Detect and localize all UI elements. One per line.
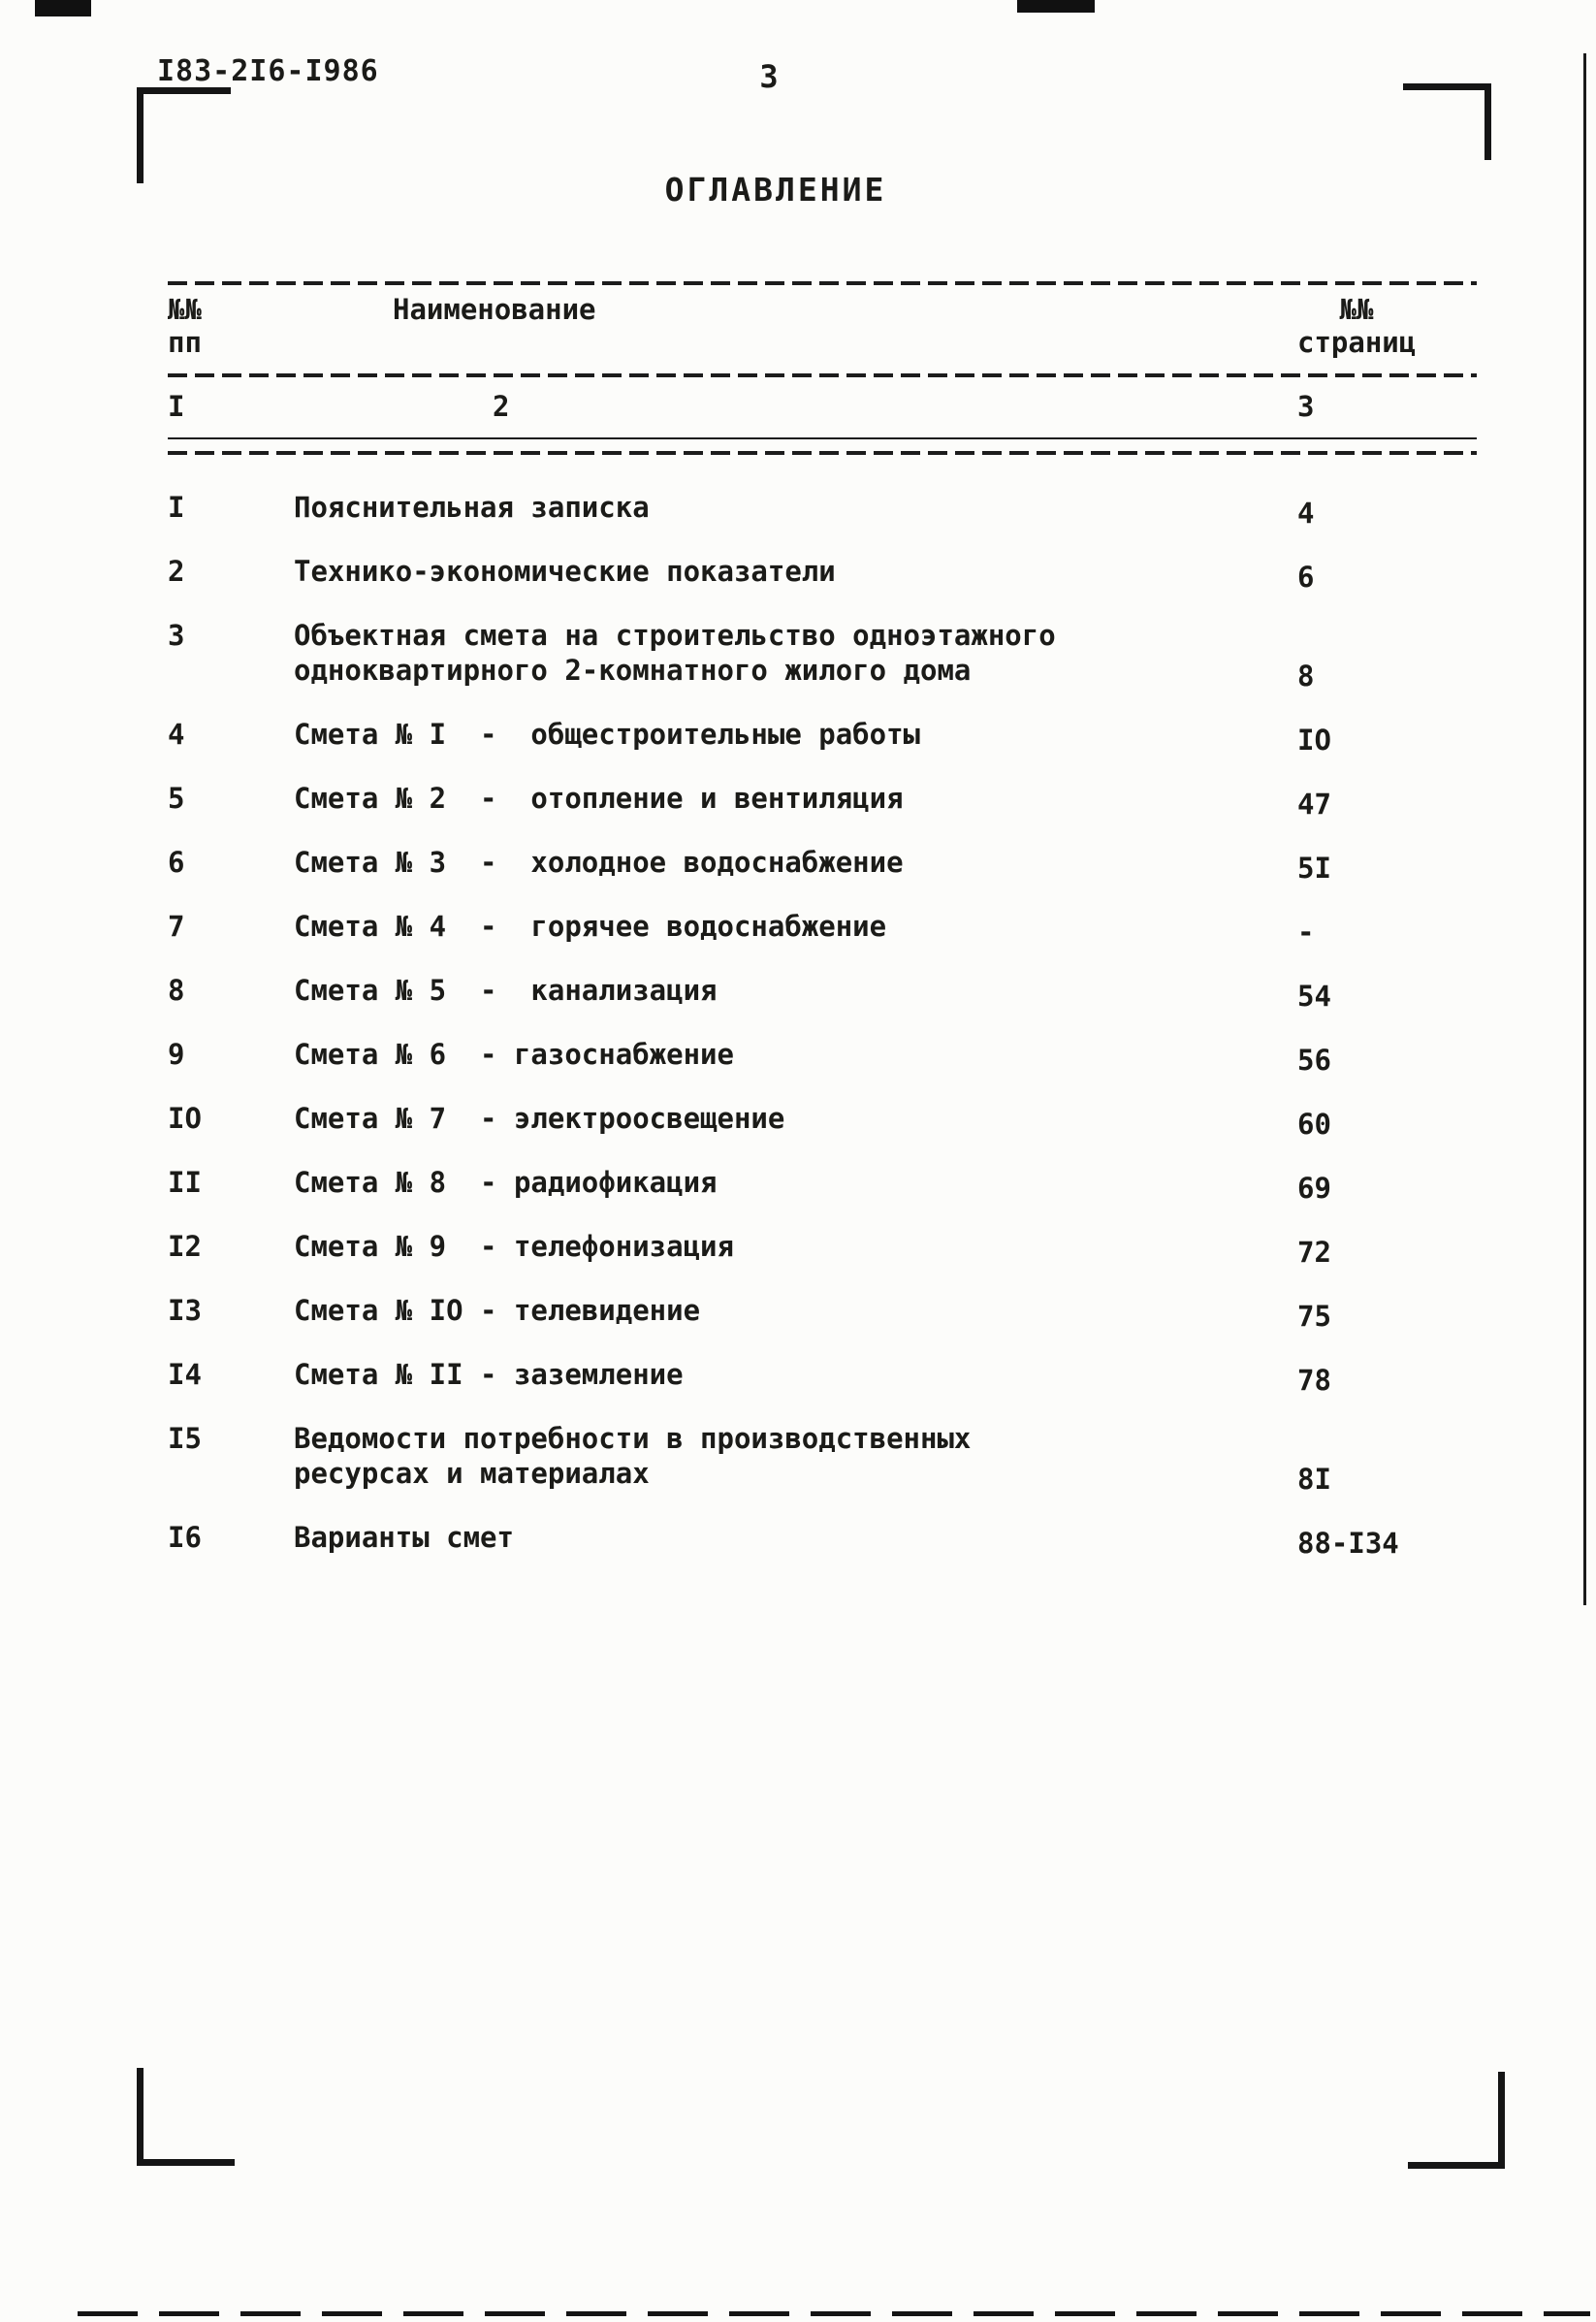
row-title: Технико-экономические показатели — [294, 555, 836, 588]
crop-mark-bottom-left — [137, 2068, 235, 2166]
row-page: 60 — [1297, 1108, 1331, 1141]
column-index-2: 2 — [493, 390, 510, 423]
column-index-row — [168, 377, 1477, 437]
row-number: 8 — [168, 974, 185, 1007]
row-title: Смета № 3 - холодное водоснабжение — [294, 846, 904, 879]
row-page: 8 — [1297, 660, 1315, 693]
row-title: Смета № 7 - электроосвещение — [294, 1102, 785, 1135]
scan-artifact-bar — [35, 0, 91, 16]
toc-rows — [168, 455, 1477, 1584]
toc-row — [168, 1037, 1477, 1101]
toc-table — [168, 281, 1477, 1584]
page-title: ОГЛАВЛЕНИЕ — [664, 171, 887, 209]
toc-row — [168, 1357, 1477, 1421]
row-number: 4 — [168, 718, 185, 751]
row-page: 6 — [1297, 561, 1315, 594]
scan-artifact-bar — [1017, 0, 1095, 13]
row-title: Смета № IO - телевидение — [294, 1294, 701, 1327]
scan-edge-dashed-line — [78, 2311, 1590, 2316]
row-page: 47 — [1297, 788, 1331, 821]
row-title: Варианты смет — [294, 1521, 514, 1554]
toc-row — [168, 1101, 1477, 1165]
row-page: 5I — [1297, 852, 1331, 885]
row-number: I6 — [168, 1521, 202, 1554]
row-number: I3 — [168, 1294, 202, 1327]
row-title: Пояснительная записка — [294, 491, 650, 524]
row-number: II — [168, 1166, 202, 1199]
row-number: 5 — [168, 782, 185, 815]
row-page: 4 — [1297, 497, 1315, 530]
toc-row — [168, 490, 1477, 554]
table-header-row — [168, 285, 1477, 373]
row-title: Смета № 9 - телефонизация — [294, 1230, 734, 1263]
col-header-name: Наименование — [393, 293, 596, 326]
row-number: 9 — [168, 1038, 185, 1071]
col-header-pages: №№ страниц — [1297, 293, 1417, 359]
row-title: Смета № II - заземление — [294, 1358, 684, 1391]
crop-mark-top-left — [137, 87, 231, 183]
row-number: 3 — [168, 619, 185, 652]
row-title: Смета № 4 - горячее водоснабжение — [294, 910, 887, 943]
toc-row — [168, 973, 1477, 1037]
page-number: 3 — [759, 58, 779, 95]
row-page: 75 — [1297, 1300, 1331, 1333]
column-index-3: 3 — [1297, 390, 1315, 423]
toc-row — [168, 781, 1477, 845]
toc-row — [168, 1293, 1477, 1357]
row-title: Ведомости потребности в производственных ресурсах и материалах — [294, 1422, 988, 1490]
row-number: I4 — [168, 1358, 202, 1391]
row-title: Смета № 2 - отопление и вентиляция — [294, 782, 904, 815]
row-title: Объектная смета на строительство одноэтажного одноквартирного 2-комнатного жилого дома — [294, 619, 1073, 687]
row-page: 8I — [1297, 1463, 1331, 1496]
toc-row — [168, 1520, 1477, 1584]
toc-row — [168, 909, 1477, 973]
crop-mark-bottom-right — [1408, 2072, 1505, 2169]
row-page: 54 — [1297, 980, 1331, 1013]
row-page: 69 — [1297, 1172, 1331, 1205]
row-page: - — [1297, 916, 1315, 949]
row-number: I5 — [168, 1422, 202, 1455]
row-title: Смета № I - общестроительные работы — [294, 718, 921, 751]
separator-gap — [168, 439, 1477, 451]
row-title: Смета № 6 - газоснабжение — [294, 1038, 734, 1071]
row-title: Смета № 8 - радиофикация — [294, 1166, 718, 1199]
doc-number: I83-2I6-I986 — [157, 54, 379, 88]
toc-row — [168, 845, 1477, 909]
row-number: I2 — [168, 1230, 202, 1263]
row-number: 7 — [168, 910, 185, 943]
toc-row — [168, 717, 1477, 781]
row-number: 6 — [168, 846, 185, 879]
row-number: I — [168, 491, 185, 524]
col-header-num: №№ пп — [168, 293, 202, 359]
row-number: 2 — [168, 555, 185, 588]
toc-row — [168, 554, 1477, 618]
row-page: 88-I34 — [1297, 1527, 1399, 1560]
toc-row — [168, 1229, 1477, 1293]
row-page: 78 — [1297, 1364, 1331, 1397]
row-title: Смета № 5 - канализация — [294, 974, 718, 1007]
toc-row — [168, 618, 1477, 717]
toc-row — [168, 1165, 1477, 1229]
toc-row — [168, 1421, 1477, 1520]
row-page: 72 — [1297, 1236, 1331, 1269]
row-page: 56 — [1297, 1044, 1331, 1077]
row-number: IO — [168, 1102, 202, 1135]
row-page: IO — [1297, 724, 1331, 757]
scan-edge-line — [1583, 53, 1586, 1605]
column-index-1: I — [168, 390, 185, 423]
